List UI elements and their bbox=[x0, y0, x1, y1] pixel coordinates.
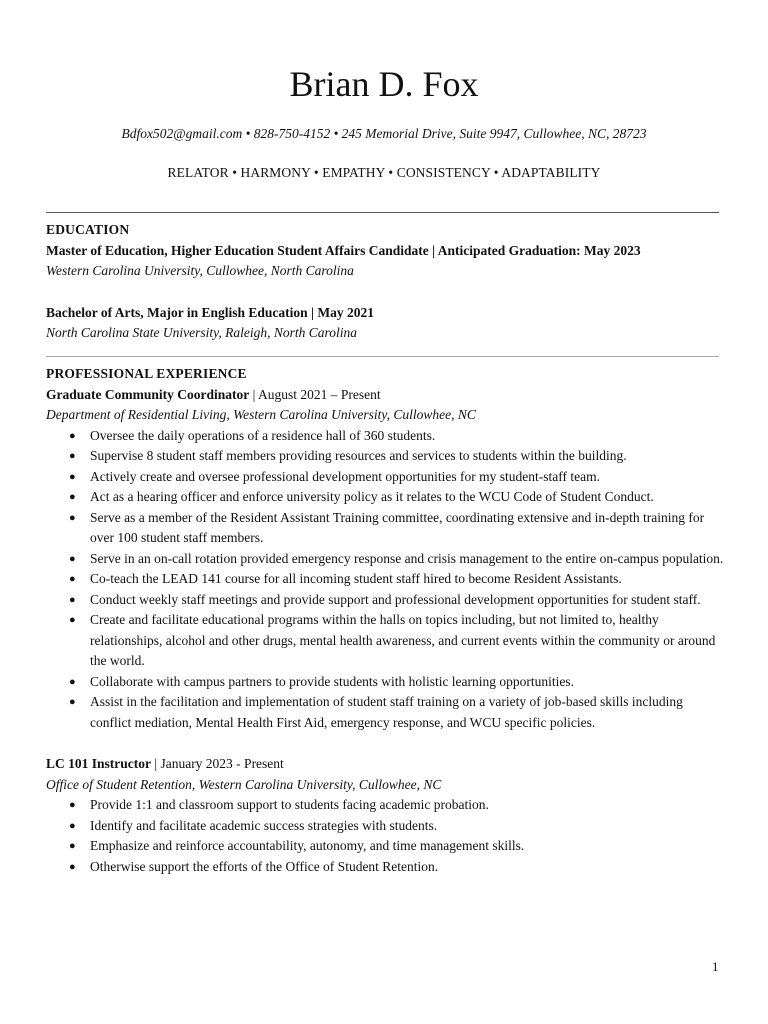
bullet-icon: ● bbox=[69, 511, 76, 524]
list-item: ● Provide 1:1 and classroom support to students facing academic probation. bbox=[46, 795, 726, 816]
list-item: ● Emphasize and reinforce accountability, autonomy, and time management skills. bbox=[46, 836, 726, 857]
education-degree: Master of Education, Higher Education Student Affairs Candidate | Anticipated Graduation: May 2023 bbox=[46, 242, 641, 258]
education-title: EDUCATION bbox=[46, 222, 130, 237]
list-item: ● Assist in the facilitation and implementation of student staff training on a variety of job-based skills including conflict mediation, Mental Health First Aid, emergency response, and WCU specific policies. bbox=[69, 694, 683, 730]
job-duties-list bbox=[46, 426, 726, 734]
list-item: ● Serve in an on-call rotation provided emergency response and crisis management to the entire on-campus population. bbox=[46, 549, 726, 570]
list-item: ● Co-teach the LEAD 141 course for all incoming student staff hired to become Resident Assistants. bbox=[46, 569, 726, 590]
job-role: Graduate Community Coordinator bbox=[46, 386, 250, 402]
section-divider bbox=[46, 356, 719, 357]
education-school: Western Carolina University, Cullowhee, North Carolina bbox=[46, 263, 354, 278]
job-organization: Department of Residential Living, Western Carolina University, Cullowhee, NC bbox=[46, 407, 476, 422]
job-role: LC 101 Instructor bbox=[46, 756, 151, 771]
bullet-icon: ● bbox=[69, 860, 76, 873]
experience-section bbox=[46, 364, 726, 877]
job-duties-list bbox=[46, 795, 726, 877]
list-item: ● Oversee the daily operations of a residence hall of 360 students. bbox=[46, 426, 726, 447]
bullet-icon: ● bbox=[69, 552, 76, 565]
job-heading bbox=[46, 385, 726, 406]
bullet-icon: ● bbox=[69, 450, 76, 462]
list-item: ● Identify and facilitate academic success strategies with students. bbox=[46, 816, 726, 837]
job-heading bbox=[46, 754, 726, 775]
experience-title: PROFESSIONAL EXPERIENCE bbox=[46, 366, 247, 381]
candidate-name: Brian D. Fox bbox=[289, 64, 479, 104]
education-degree: Bachelor of Arts, Major in English Education | May 2021 bbox=[46, 304, 374, 320]
job-entry bbox=[46, 385, 726, 734]
bullet-icon: ● bbox=[69, 799, 76, 811]
list-item: ● Actively create and oversee professional development opportunities for my student-staff team. bbox=[46, 467, 726, 488]
bullet-icon: ● bbox=[69, 675, 76, 688]
bullet-icon: ● bbox=[69, 593, 76, 606]
education-section bbox=[46, 220, 726, 344]
contact-line: Bdfox502@gmail.com • 828-750-4152 • 245 Memorial Drive, Suite 9947, Cullowhee, NC, 28723 bbox=[121, 126, 647, 141]
page-number: 1 bbox=[712, 959, 719, 974]
list-item: ● Otherwise support the efforts of the Office of Student Retention. bbox=[46, 857, 726, 878]
job-organization: Office of Student Retention, Western Carolina University, Cullowhee, NC bbox=[46, 776, 442, 792]
bullet-icon: ● bbox=[69, 819, 76, 832]
header-divider bbox=[46, 212, 719, 213]
education-school: North Carolina State University, Raleigh, North Carolina bbox=[46, 325, 358, 340]
list-item: ● Supervise 8 student staff members providing resources and services to students within the building. bbox=[46, 446, 726, 467]
list-item: ● Act as a hearing officer and enforce university policy as it relates to the WCU Code of Student Conduct. bbox=[46, 487, 726, 508]
bullet-icon: ● bbox=[69, 696, 76, 708]
job-dates: | August 2021 – Present bbox=[249, 386, 381, 402]
list-item: ● Conduct weekly staff meetings and provide support and professional development opportunities for student staff. bbox=[46, 590, 726, 611]
bullet-icon: ● bbox=[69, 614, 76, 626]
list-item: ● Serve as a member of the Resident Assistant Training committee, coordinating extensive and in-depth training for over 100 student staff members. bbox=[69, 509, 705, 545]
list-item: ● Collaborate with campus partners to provide students with holistic learning opportunities. bbox=[46, 672, 726, 693]
bullet-icon: ● bbox=[69, 429, 76, 442]
job-entry bbox=[46, 754, 726, 877]
job-dates: | January 2023 - Present bbox=[151, 756, 284, 771]
bullet-icon: ● bbox=[69, 470, 76, 483]
strengths-line: RELATOR • HARMONY • EMPATHY • CONSISTENCY • ADAPTABILITY bbox=[167, 165, 601, 180]
bullet-icon: ● bbox=[69, 840, 76, 852]
bullet-icon: ● bbox=[69, 491, 76, 503]
list-item: ● Create and facilitate educational programs within the halls on topics including, but not limited to, healthy relationships, alcohol and other drugs, mental health awareness, and current events within the community or around the world. bbox=[69, 612, 716, 668]
bullet-icon: ● bbox=[69, 573, 76, 585]
